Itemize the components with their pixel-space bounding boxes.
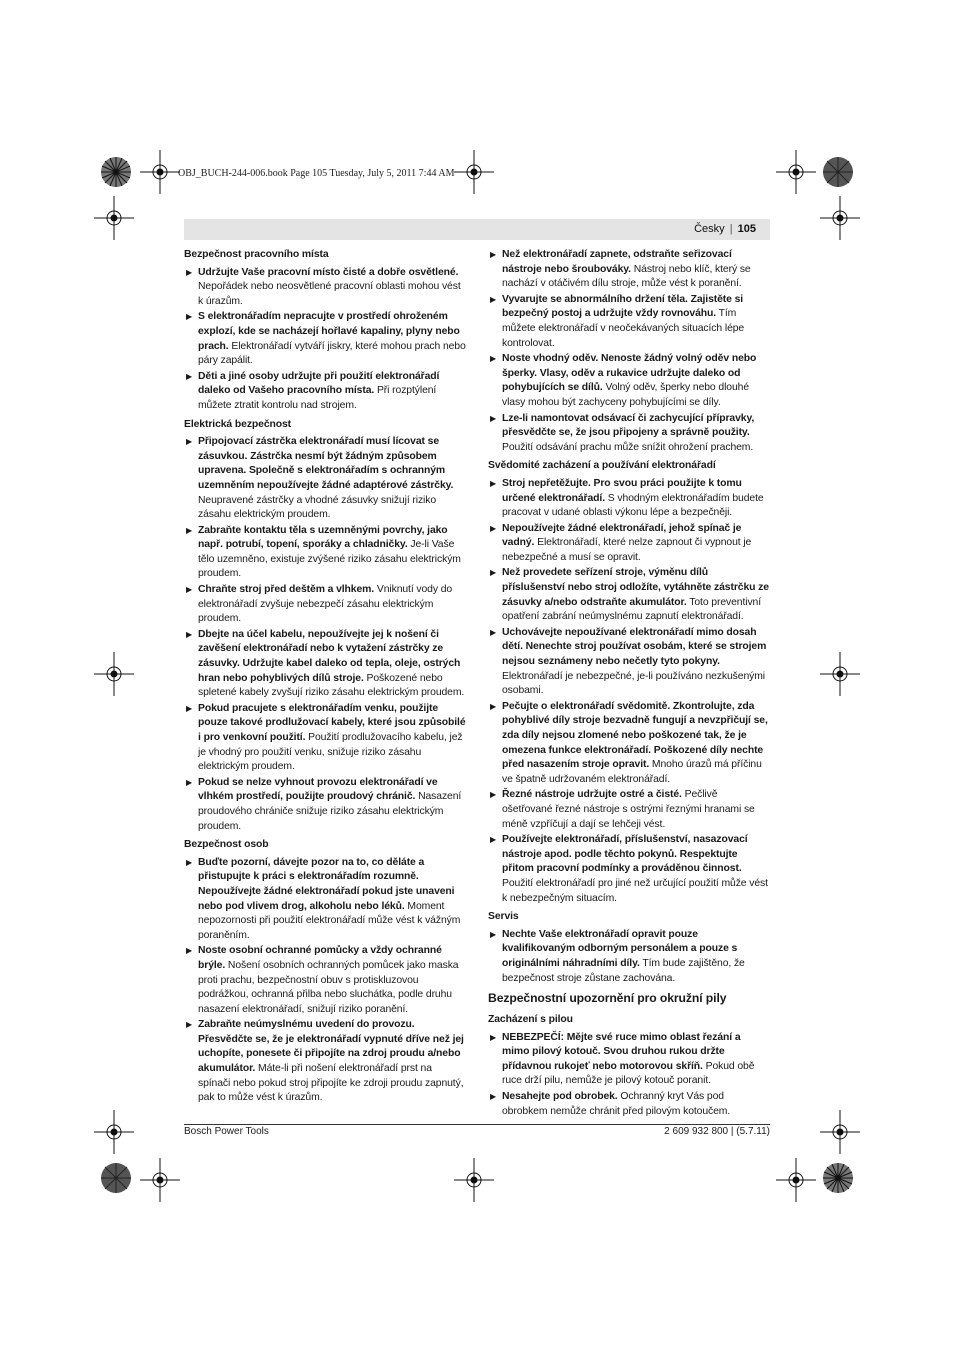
registration-target-icon xyxy=(822,1162,854,1194)
item-text: Je-li Vaše tělo uzemněno, existuje zvýšené riziko zásahu elektrickým proudem. xyxy=(198,539,461,580)
safety-item xyxy=(488,833,770,906)
item-bold: Uchovávejte nepoužívané elektronářadí mimo dosah dětí. Nenechte stroj používat osobám, které se strojem nejsou seznámeny nebo nečetly tyto pokyny. xyxy=(502,626,767,668)
bullet-arrow-icon: ▶ xyxy=(186,525,193,535)
item-text: Mnoho úrazů má příčinu ve špatně udržovaném elektronářadí. xyxy=(502,759,762,785)
item-bold: Udržujte Vaše pracovní místo čisté a dobře osvětlené. xyxy=(198,266,459,278)
item-text: Pečlivě ošetřované řezné nástroje s ostrými řeznými hranami se méně vzpříčují a dají se lehčeji vést. xyxy=(502,789,755,830)
crosshair-mark-icon xyxy=(94,1110,134,1154)
page-header-band xyxy=(184,219,770,240)
bullet-arrow-icon: ▶ xyxy=(186,857,193,867)
bullet-arrow-icon: ▶ xyxy=(186,946,193,956)
crosshair-mark-icon xyxy=(94,196,134,240)
item-text: Použití prodlužovacího kabelu, jež je vhodný pro použití venku, snižuje riziko zásahu elektrickým proudem. xyxy=(198,732,463,773)
safety-item xyxy=(184,1018,466,1106)
safety-item xyxy=(184,702,466,775)
item-bold: Buďte pozorní, dávejte pozor na to, co děláte a přistupujte k práci s elektronářadím rozumně. Nepoužívejte žádné elektronářadí pokud jste unaveni nebo pod vlivem drog, alkoholu nebo léků. xyxy=(198,856,455,912)
item-bold: Dbejte na účel kabelu, nepoužívejte jej k nošení či zavěšení elektronářadí nebo k vytažení zástrčky ze zásuvky. Udržujte kabel daleko od tepla, oleje, ostrých hran nebo pohyblivých dílů stroje. xyxy=(198,628,461,684)
item-text: Pokud obě ruce drží pilu, nemůže je pilový kotouč poranit. xyxy=(502,1060,755,1087)
item-bold: Nesahejte pod obrobek. xyxy=(502,1091,618,1103)
item-text: Elektronářadí vytváří jiskry, které mohou prach nebo páry zapálit. xyxy=(198,340,466,367)
safety-item xyxy=(488,522,770,566)
item-text: Použití odsávání prachu může snížit ohrožení prachem. xyxy=(502,441,754,453)
item-text: Vniknutí vody do elektronářadí zvyšuje nebezpečí zásahu elektrickým proudem. xyxy=(198,584,453,625)
item-bold: S elektronářadím nepracujte v prostředí ohroženém explozí, kde se nacházejí hořlavé kapaliny, plyny nebo prach. xyxy=(198,311,460,352)
page-number: 105 xyxy=(737,223,756,235)
crosshair-mark-icon xyxy=(140,1158,180,1202)
bullet-arrow-icon: ▶ xyxy=(490,1032,497,1042)
section-heading: Elektrická bezpečnost xyxy=(184,418,292,430)
safety-item xyxy=(184,944,466,1017)
item-bold: Pokud se nelze vyhnout provozu elektronářadí ve vlhkém prostředí, použijte proudový chránič. xyxy=(198,776,438,803)
item-bold: Noste vhodný oděv. Nenoste žádný volný oděv nebo šperky. Vlasy, oděv a rukavice udržujte daleko od pohybujících se dílů. xyxy=(502,353,757,394)
item-text: Elektronářadí je nebezpečné, je-li používáno nezkušenými osobami. xyxy=(502,670,765,697)
item-text: S vhodným elektronářadím budete pracovat v udané oblasti výkonu lépe a bezpečněji. xyxy=(502,492,764,519)
bullet-arrow-icon: ▶ xyxy=(186,312,193,322)
item-bold: Než provedete seřízení stroje, výměnu dílů příslušenství nebo stroj odložíte, vytáhněte zástrčku ze zásuvky a/nebo odstraňte akumulátor. xyxy=(502,567,769,608)
bullet-arrow-icon: ▶ xyxy=(186,371,193,381)
item-text: Nošení osobních ochranných pomůcek jako maska proti prachu, bezpečnostní obuv s protiskluzovou podrážkou, ochranná přilba nebo sluchátka, podle druhu nasazení elektronářadí, snižují riziko poranění. xyxy=(198,959,459,1015)
header-separator: | xyxy=(729,223,733,235)
item-bold: Používejte elektronářadí, příslušenství, nasazovací nástroje apod. podle těchto pokynů. Respektujte přitom pracovní podmínky a prováděnou činnost. xyxy=(502,834,748,875)
safety-item xyxy=(184,266,466,310)
bullet-arrow-icon: ▶ xyxy=(490,568,497,578)
item-text: Ochranný kryt Vás pod obrobkem nemůže chránit před pilovým kotoučem. xyxy=(502,1091,731,1117)
item-text: Tím můžete elektronářadí v neočekávaných situacích lépe kontrolovat. xyxy=(502,308,745,349)
registration-target-icon xyxy=(822,156,854,188)
safety-item xyxy=(488,1090,770,1119)
crosshair-mark-icon xyxy=(454,150,494,194)
item-bold: Připojovací zástrčka elektronářadí musí lícovat se zásuvkou. Zástrčka nesmí být žádným způsobem upravena. Společně s elektronářadím s ochranným uzemněním nepoužívejte žádné adaptérové zástrčky. xyxy=(198,436,454,491)
right-column xyxy=(488,248,770,1120)
section-heading: Bezpečnost osob xyxy=(184,839,269,851)
left-column xyxy=(184,248,466,1107)
safety-item xyxy=(488,700,770,788)
registration-target-icon xyxy=(100,1162,132,1194)
item-bold: Řezné nástroje udržujte ostré a čisté. xyxy=(502,789,682,801)
safety-item xyxy=(488,626,770,699)
safety-item xyxy=(488,788,770,832)
item-bold: Vyvarujte se abnormálního držení těla. Zajistěte si bezpečný postoj a udržujte vždy rovnováhu. xyxy=(502,293,744,320)
crosshair-mark-icon xyxy=(776,150,816,194)
footer-rule xyxy=(184,1124,770,1125)
crosshair-mark-icon xyxy=(820,196,860,240)
item-bold: Zabraňte kontaktu těla s uzemněnými povrchy, jako např. potrubí, topení, sporáky a chladničky. xyxy=(198,524,448,551)
item-bold: Zabraňte neúmyslnému uvedení do provozu. Přesvědčte se, že je elektronářadí vypnuté dříve než jej uchopíte, ponesete či připojíte na zdroj proudu a/nebo akumulátor. xyxy=(198,1019,464,1075)
safety-item xyxy=(488,248,770,292)
safety-item xyxy=(184,856,466,944)
safety-item xyxy=(488,293,770,351)
safety-item xyxy=(184,310,466,368)
footer-publisher: Bosch Power Tools xyxy=(184,1126,269,1137)
item-text: Toto preventivní opatření zabrání neúmyslnému zapnutí elektronářadí. xyxy=(502,596,762,623)
crosshair-mark-icon xyxy=(140,150,180,194)
item-text: Tím bude zajištěno, že bezpečnost stroje zůstane zachována. xyxy=(502,957,745,984)
item-bold: NEBEZPEČÍ: Mějte své ruce mimo oblast řezání a mimo pilový kotouč. Svou druhou rukou držte přídavnou rukojeť nebo motorovou skříň. xyxy=(502,1031,741,1072)
bullet-arrow-icon: ▶ xyxy=(186,1020,193,1030)
item-bold: Stroj nepřetěžujte. Pro svou práci použijte k tomu určené elektronářadí. xyxy=(502,477,742,504)
item-bold: Lze-li namontovat odsávací či zachycující přípravky, přesvědčte se, že jsou připojeny a správně použity. xyxy=(502,412,755,439)
bullet-arrow-icon: ▶ xyxy=(490,835,497,845)
bullet-arrow-icon: ▶ xyxy=(186,585,193,595)
bullet-arrow-icon: ▶ xyxy=(490,701,497,711)
crosshair-mark-icon xyxy=(454,1158,494,1202)
saw-section-title: Bezpečnostní upozornění pro okružní pily xyxy=(488,991,727,1006)
item-text: Volný oděv, šperky nebo dlouhé vlasy mohou být zachyceny pohybujícími se díly. xyxy=(502,382,749,408)
item-text: Poškozené nebo spletené kabely zvyšují riziko zásahu elektrickým proudem. xyxy=(198,672,465,699)
bullet-arrow-icon: ▶ xyxy=(186,629,193,639)
crosshair-mark-icon xyxy=(820,1110,860,1154)
bullet-arrow-icon: ▶ xyxy=(186,437,193,447)
bullet-arrow-icon: ▶ xyxy=(490,354,497,364)
bullet-arrow-icon: ▶ xyxy=(490,1092,497,1102)
bullet-arrow-icon: ▶ xyxy=(186,267,193,277)
safety-item xyxy=(184,435,466,523)
bullet-arrow-icon: ▶ xyxy=(186,703,193,713)
safety-item xyxy=(488,928,770,986)
item-text: Použití elektronářadí pro jiné než určující použití může vést k nebezpečným situacím. xyxy=(502,877,768,904)
print-header: OBJ_BUCH-244-006.book Page 105 Tuesday, July 5, 2011 7:44 AM xyxy=(178,168,455,179)
item-bold: Než elektronářadí zapnete, odstraňte seřizovací nástroje nebo šroubováky. xyxy=(502,249,732,275)
bullet-arrow-icon: ▶ xyxy=(490,790,497,800)
safety-item xyxy=(184,524,466,582)
crosshair-mark-icon xyxy=(776,1158,816,1202)
section-heading: Zacházení s pilou xyxy=(488,1014,573,1026)
item-text: Nástroj nebo klíč, který se nachází v otáčivém dílu stroje, může vést k poranění. xyxy=(502,263,751,290)
section-heading: Servis xyxy=(488,911,519,923)
item-bold: Pokud pracujete s elektronářadím venku, použijte pouze takové prodlužovací kabely, které jsou způsobilé i pro venkovní použití. xyxy=(198,702,466,743)
item-text: Nasazení proudového chrániče snižuje riziko zásahu elektrickým proudem. xyxy=(198,791,462,832)
item-bold: Nechte Vaše elektronářadí opravit pouze kvalifikovaným odborným personálem a pouze s originálními náhradními díly. xyxy=(502,928,738,969)
item-bold: Děti a jiné osoby udržujte při použití elektronářadí daleko od Vašeho pracovního místa. xyxy=(198,370,440,397)
item-text: Máte-li při nošení elektronářadí prst na spínači nebo pokud stroj připojíte ke zdroji proudu zapnutý, pak to může vést k úrazům. xyxy=(198,1063,464,1104)
bullet-arrow-icon: ▶ xyxy=(490,627,497,637)
safety-item xyxy=(184,628,466,701)
crosshair-mark-icon xyxy=(820,652,860,696)
item-bold: Nepoužívejte žádné elektronářadí, jehož spínač je vadný. xyxy=(502,522,742,549)
bullet-arrow-icon: ▶ xyxy=(490,413,497,423)
safety-item xyxy=(184,776,466,834)
safety-item xyxy=(488,352,770,410)
bullet-arrow-icon: ▶ xyxy=(490,929,497,939)
crosshair-mark-icon xyxy=(94,652,134,696)
item-bold: Pečujte o elektronářadí svědomitě. Zkontrolujte, zda pohyblivé díly stroje bezvadně fungují a nevzpřičují se, zda díly nejsou zlomené nebo poškozené tak, že je omezena funkce elektronářadí. Poškozené díly nechte před nasazením stroje opravit. xyxy=(502,700,768,771)
section-heading: Svědomité zacházení a používání elektronářadí xyxy=(488,460,716,472)
safety-item xyxy=(184,583,466,627)
item-text: Moment nepozornosti při použití elektronářadí může vést k vážným poraněním. xyxy=(198,900,461,941)
page-header-label xyxy=(694,223,756,235)
bullet-arrow-icon: ▶ xyxy=(490,294,497,304)
safety-item xyxy=(488,1031,770,1089)
safety-item xyxy=(488,412,770,456)
item-text: Neupravené zástrčky a vhodné zásuvky snižují riziko zásahu elektrickým proudem. xyxy=(198,494,437,521)
item-text: Elektronářadí, které nelze zapnout či vypnout je nebezpečné a musí se opravit. xyxy=(502,537,752,563)
safety-item xyxy=(184,370,466,414)
safety-item xyxy=(488,566,770,624)
item-text: Nepořádek nebo neosvětlené pracovní oblasti mohou vést k úrazům. xyxy=(198,281,461,307)
safety-item xyxy=(488,477,770,521)
footer-doc-number: 2 609 932 800 | (5.7.11) xyxy=(664,1126,770,1137)
bullet-arrow-icon: ▶ xyxy=(490,478,497,488)
item-bold: Chraňte stroj před deštěm a vlhkem. xyxy=(198,584,375,596)
registration-target-icon xyxy=(100,156,132,188)
section-heading: Bezpečnost pracovního místa xyxy=(184,249,329,260)
bullet-arrow-icon: ▶ xyxy=(490,523,497,533)
item-bold: Noste osobní ochranné pomůcky a vždy ochranné brýle. xyxy=(198,945,442,971)
bullet-arrow-icon: ▶ xyxy=(490,250,497,259)
item-text: Při rozptýlení můžete ztratit kontrolu nad strojem. xyxy=(198,385,437,411)
header-language: Česky xyxy=(694,223,725,235)
bullet-arrow-icon: ▶ xyxy=(186,777,193,787)
